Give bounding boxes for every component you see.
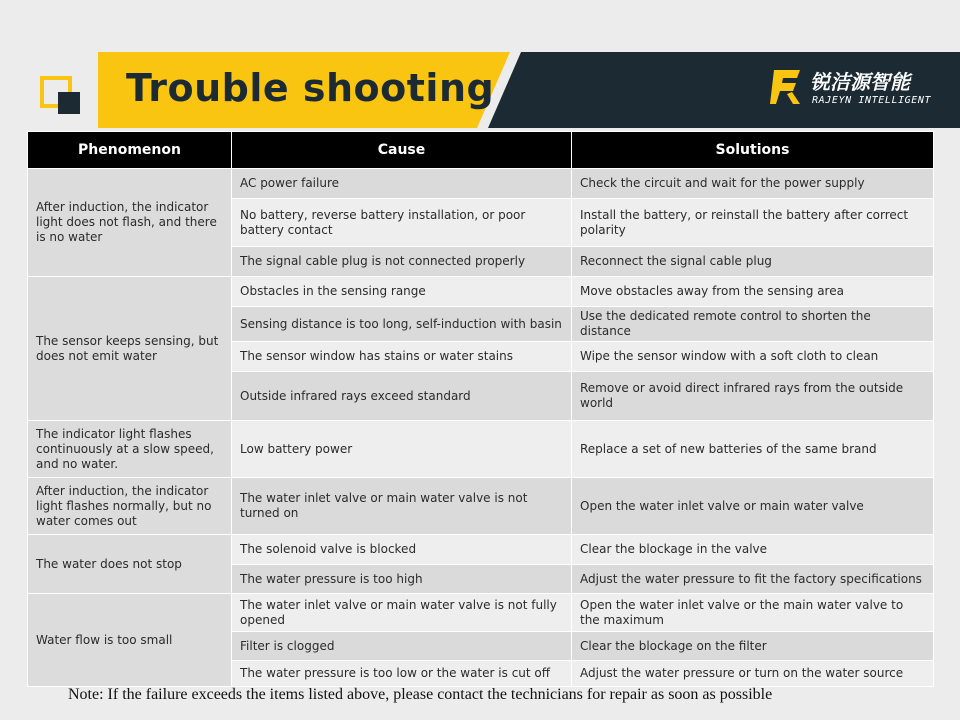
solution-cell: Check the circuit and wait for the power supply (572, 169, 934, 199)
solution-cell: Remove or avoid direct infrared rays from the outside world (572, 372, 934, 421)
cause-cell: AC power failure (232, 169, 572, 199)
phenomenon-cell: After induction, the indicator light flashes normally, but no water comes out (28, 478, 232, 535)
cause-cell: Low battery power (232, 421, 572, 478)
cause-cell: Obstacles in the sensing range (232, 277, 572, 307)
phenomenon-cell: Water flow is too small (28, 594, 232, 687)
solution-cell: Install the battery, or reinstall the battery after correct polarity (572, 199, 934, 247)
phenomenon-cell: The water does not stop (28, 535, 232, 594)
solution-cell: Move obstacles away from the sensing area (572, 277, 934, 307)
table-row (28, 277, 934, 307)
cause-cell: The water inlet valve or main water valve is not turned on (232, 478, 572, 535)
column-header: Solutions (572, 132, 934, 169)
troubleshooting-table (27, 131, 934, 687)
solution-cell: Open the water inlet valve or main water valve (572, 478, 934, 535)
footer-note: Note: If the failure exceeds the items listed above, please contact the technicians for repair as soon as possible (68, 686, 773, 703)
phenomenon-cell: The sensor keeps sensing, but does not emit water (28, 277, 232, 421)
solution-cell: Wipe the sensor window with a soft cloth to clean (572, 342, 934, 372)
solution-cell: Clear the blockage in the valve (572, 535, 934, 565)
cause-cell: Filter is clogged (232, 632, 572, 661)
solution-cell: Adjust the water pressure to fit the factory specifications (572, 565, 934, 594)
column-header: Cause (232, 132, 572, 169)
solution-cell: Use the dedicated remote control to shorten the distance (572, 307, 934, 342)
solution-cell: Adjust the water pressure or turn on the water source (572, 661, 934, 687)
table-row (28, 421, 934, 478)
page-title: Trouble shooting (126, 66, 495, 110)
cause-cell: The water pressure is too high (232, 565, 572, 594)
cause-cell: Outside infrared rays exceed standard (232, 372, 572, 421)
solution-cell: Open the water inlet valve or the main water valve to the maximum (572, 594, 934, 632)
phenomenon-cell: The indicator light flashes continuously at a slow speed, and no water. (28, 421, 232, 478)
solution-cell: Reconnect the signal cable plug (572, 247, 934, 277)
table-row (28, 478, 934, 535)
cause-cell: The sensor window has stains or water stains (232, 342, 572, 372)
brand-r-mark-icon (770, 68, 804, 106)
table-row (28, 535, 934, 565)
cause-cell: No battery, reverse battery installation, or poor battery contact (232, 199, 572, 247)
cause-cell: The signal cable plug is not connected properly (232, 247, 572, 277)
cause-cell: The water pressure is too low or the water is cut off (232, 661, 572, 687)
brand-logo (770, 66, 940, 110)
solution-cell: Replace a set of new batteries of the same brand (572, 421, 934, 478)
cause-cell: Sensing distance is too long, self-induction with basin (232, 307, 572, 342)
solution-cell: Clear the blockage on the filter (572, 632, 934, 661)
phenomenon-cell: After induction, the indicator light does not flash, and there is no water (28, 169, 232, 277)
brand-name-english: RAJEYN INTELLIGENT (812, 95, 932, 106)
cause-cell: The solenoid valve is blocked (232, 535, 572, 565)
square-fill-icon (58, 92, 80, 114)
cause-cell: The water inlet valve or main water valve is not fully opened (232, 594, 572, 632)
brand-name-chinese: 锐洁源智能 (810, 70, 910, 94)
table-row (28, 594, 934, 632)
column-header: Phenomenon (28, 132, 232, 169)
table-row (28, 169, 934, 199)
table-header-row (28, 132, 934, 169)
